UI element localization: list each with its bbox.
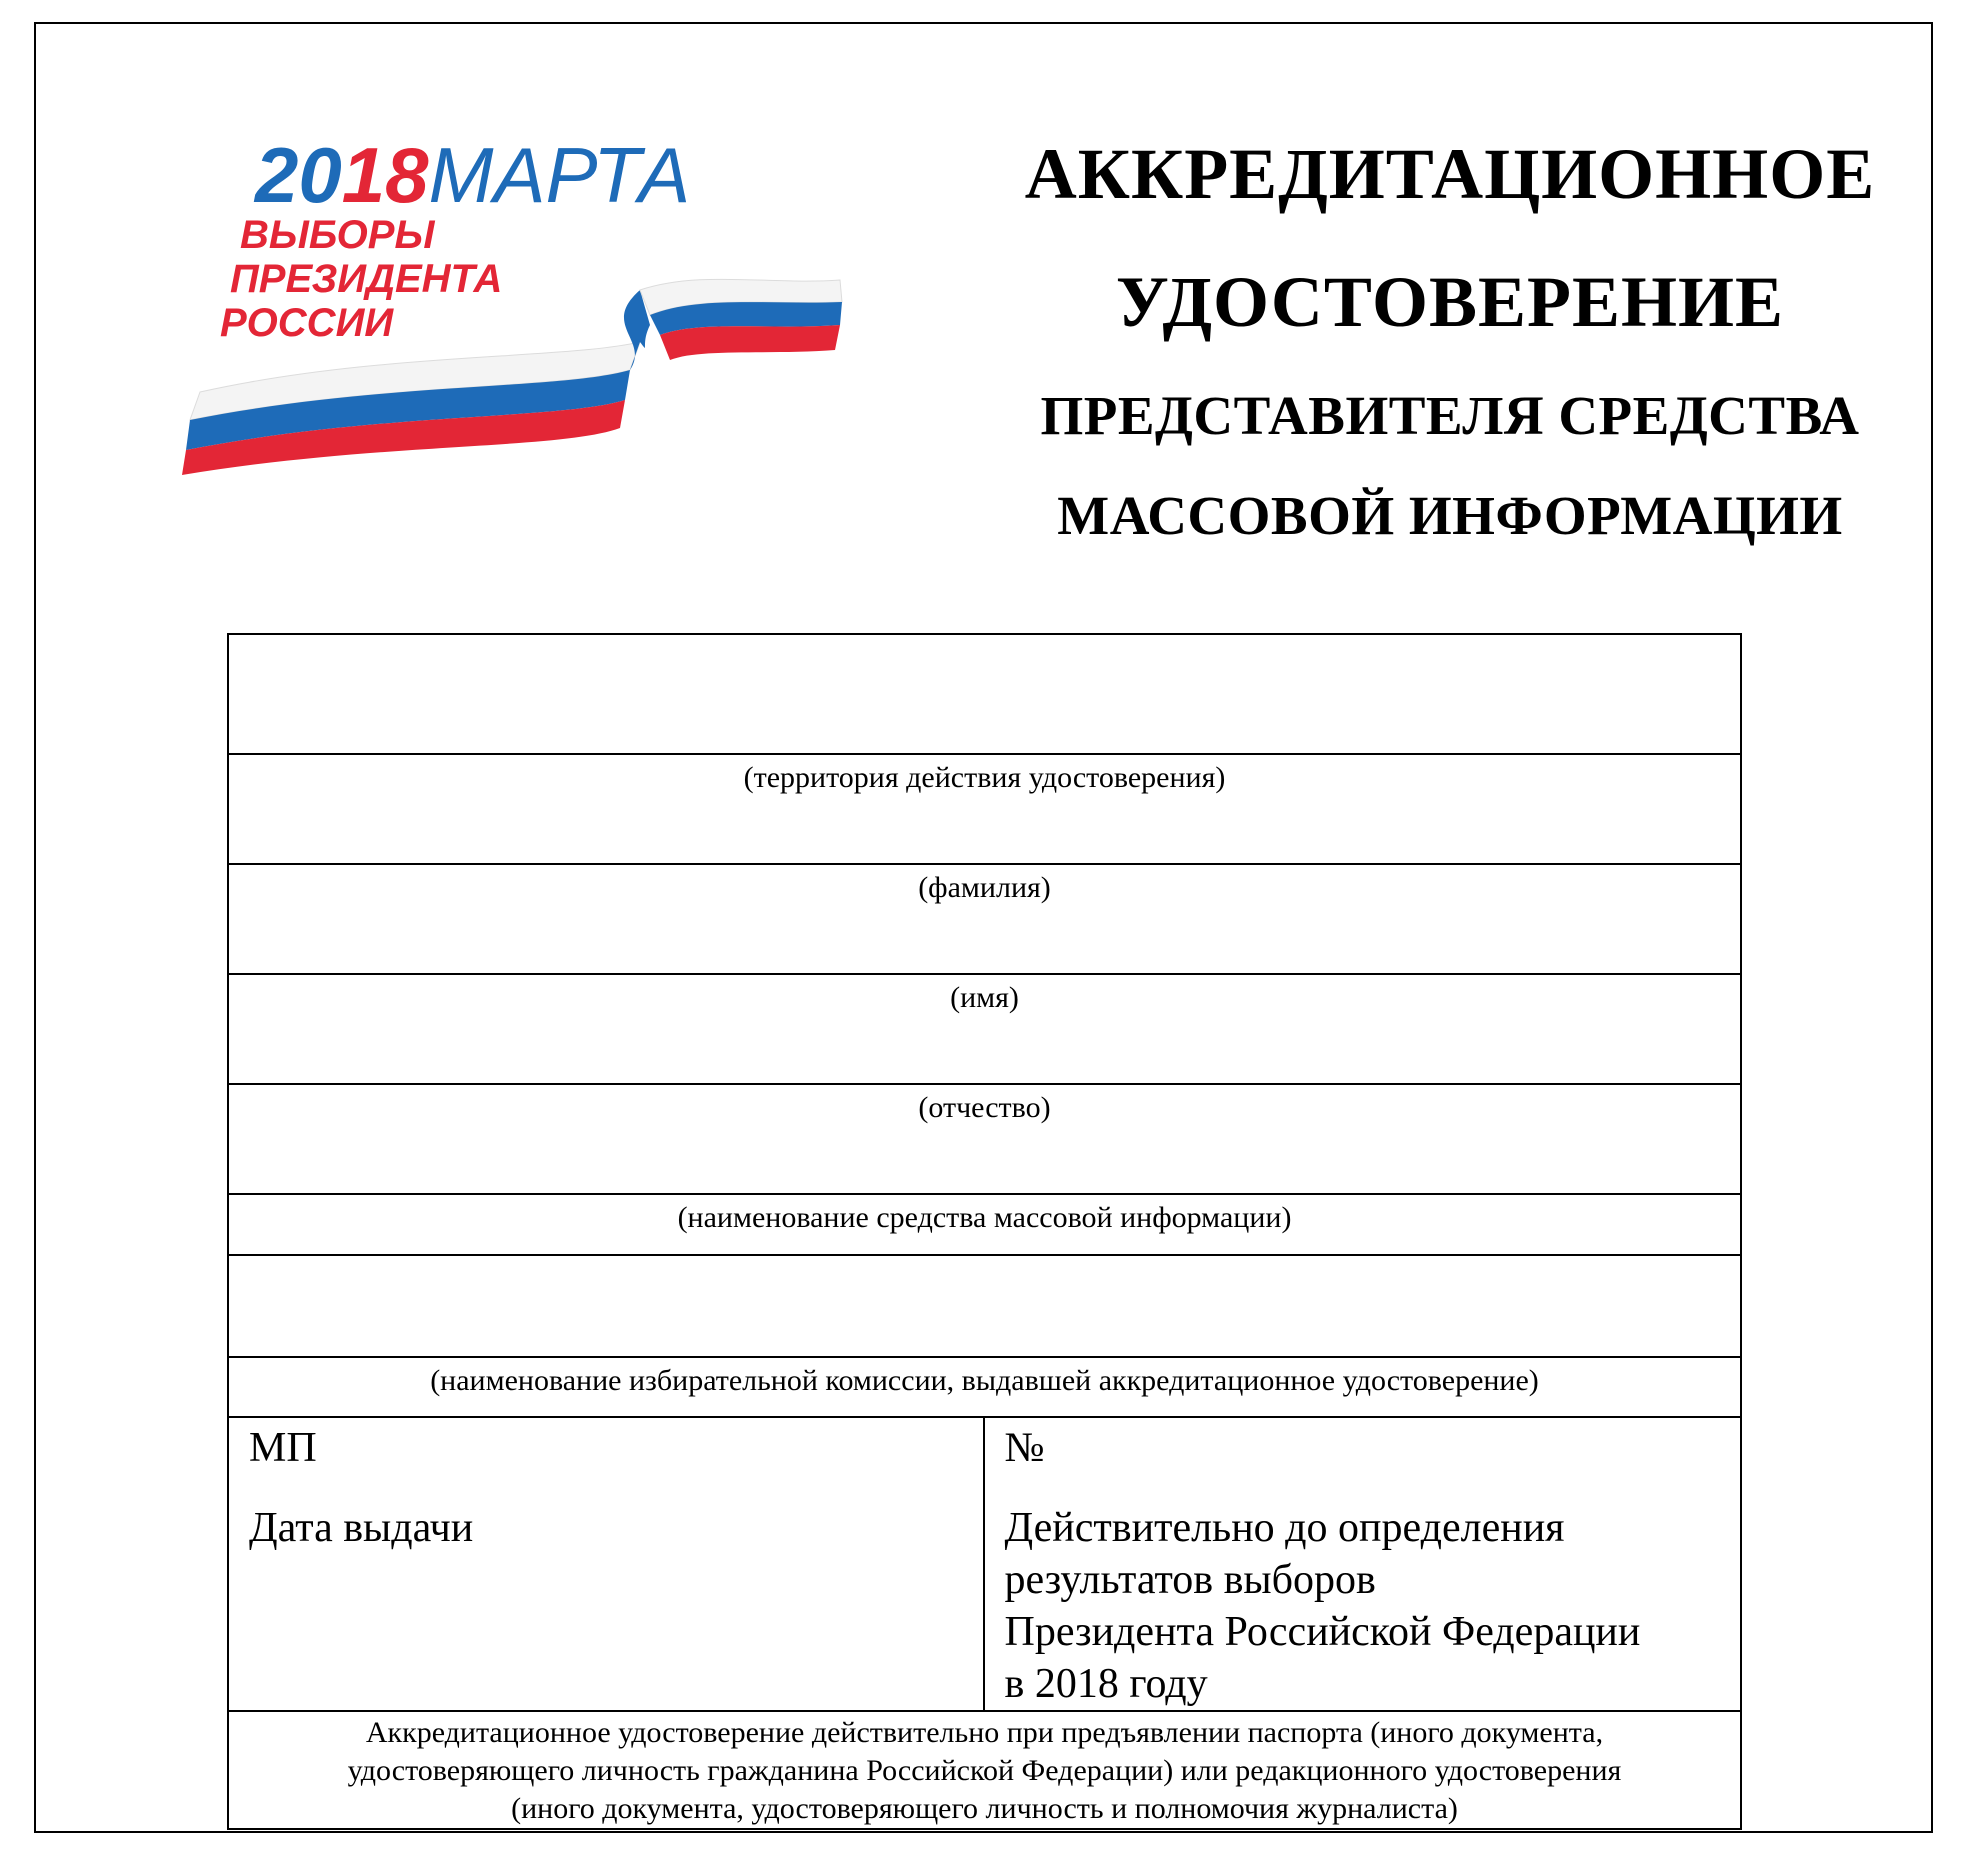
note-line1: Аккредитационное удостоверение действительно при предъявлении паспорта (иного документа, <box>365 1716 1604 1749</box>
accreditation-form <box>227 633 1742 1830</box>
heading-line1: АККРЕДИТАЦИОННОЕ <box>1024 134 1876 214</box>
patronymic-field[interactable] <box>229 975 1740 1085</box>
media-field[interactable] <box>229 1085 1740 1195</box>
patronymic-caption: (отчество) <box>918 1091 1051 1124</box>
issue-right-column <box>985 1418 1741 1710</box>
issue-details <box>229 1418 1740 1712</box>
issue-left-column <box>229 1418 985 1710</box>
note-line2: удостоверяющего личность гражданина Российской Федерации) или редакционного удостоверения <box>347 1754 1622 1787</box>
surname-caption: (фамилия) <box>918 871 1051 904</box>
surname-field[interactable] <box>229 755 1740 865</box>
logo-year-bold: 18 <box>341 131 429 219</box>
logo-line1: ВЫБОРЫ <box>240 213 435 257</box>
commission-caption-row <box>229 1358 1740 1418</box>
note-line3: (иного документа, удостоверяющего личность и полномочия журналиста) <box>511 1792 1458 1825</box>
media-caption-row <box>229 1195 1740 1256</box>
name-field[interactable] <box>229 865 1740 975</box>
name-caption: (имя) <box>950 981 1019 1014</box>
territory-field[interactable] <box>229 635 1740 755</box>
logo-year-prefix: 20 <box>255 131 342 219</box>
media-caption: (наименование средства массовой информации) <box>677 1201 1292 1234</box>
validity-note <box>229 1712 1740 1828</box>
document-heading <box>1000 110 1900 566</box>
stamp-label: МП <box>249 1425 317 1471</box>
validity-line1: Действительно до определения <box>1004 1505 1565 1551</box>
logo-line2: ПРЕЗИДЕНТА <box>230 257 503 301</box>
validity-line2: результатов выборов <box>1004 1557 1376 1603</box>
logo-month: МАРТА <box>428 131 691 219</box>
election-logo <box>180 120 870 490</box>
logo-line3: РОССИИ <box>220 301 394 345</box>
validity-line4: в 2018 году <box>1004 1661 1208 1707</box>
heading-line4: МАССОВОЙ ИНФОРМАЦИИ <box>1057 485 1843 546</box>
heading-line2: УДОСТОВЕРЕНИЕ <box>1115 262 1785 342</box>
commission-caption: (наименование избирательной комиссии, выдавшей аккредитационное удостоверение) <box>430 1364 1539 1397</box>
logo-year <box>253 131 690 219</box>
number-label[interactable]: № <box>1004 1425 1045 1471</box>
commission-field[interactable] <box>229 1256 1740 1358</box>
validity-line3: Президента Российской Федерации <box>1004 1609 1641 1655</box>
heading-line3: ПРЕДСТАВИТЕЛЯ СРЕДСТВА <box>1040 385 1860 446</box>
territory-caption: (территория действия удостоверения) <box>743 761 1226 794</box>
issue-date-label[interactable]: Дата выдачи <box>249 1505 474 1551</box>
